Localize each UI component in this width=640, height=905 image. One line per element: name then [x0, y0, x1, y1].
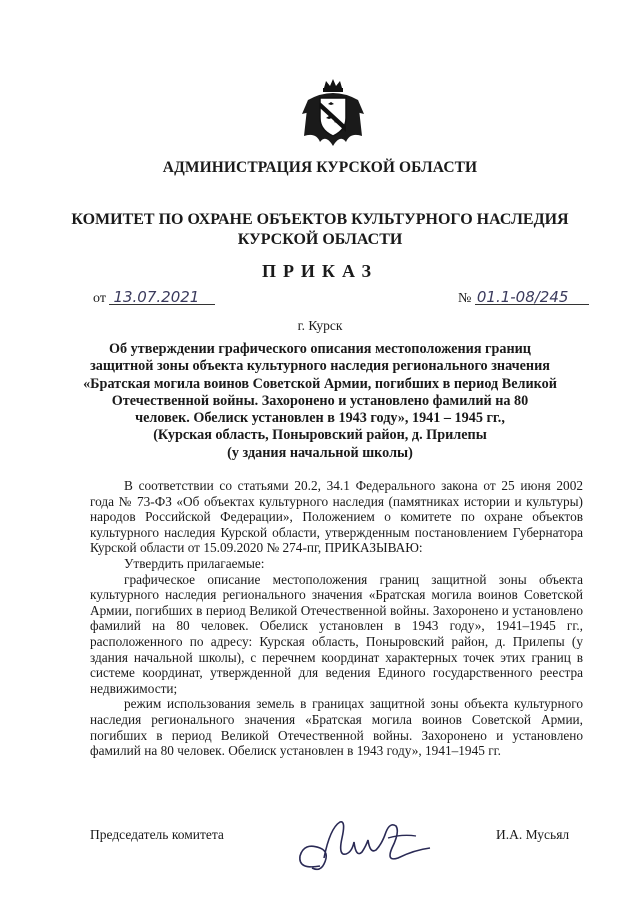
body-paragraph-land-use-regime: режим использования земель в границах защитной зоны объекта культурного наследия регионального значения «Братская могила воинов Советской Армии, погибших в период Великой Отечественной войны. Захоронено и установлено фамилий на 80 человек. Обелиск установлен в 1943 году», 1941–1945 гг. — [90, 696, 583, 759]
number-value: 01.1-08/245 — [476, 288, 569, 306]
subject-line: «Братская могила воинов Советской Армии, погибших в период Великой — [83, 375, 557, 392]
order-subject — [0, 341, 640, 462]
number-prefix: № — [458, 291, 472, 306]
signatory-name: И.А. Мусьял — [496, 827, 570, 842]
subject-line: человек. Обелиск установлен в 1943 году», 1941 – 1945 гг., — [135, 410, 505, 427]
city-label: г. Курск — [297, 318, 343, 333]
subject-line: (Курская область, Поныровский район, д. Прилепы — [153, 427, 487, 444]
subject-line: Отечественной войны. Захоронено и установлено фамилий на 80 — [111, 392, 529, 409]
body-paragraph-preamble: В соответствии со статьями 20.2, 34.1 Федерального закона от 25 июня 2002 года № 73-ФЗ «Об объектах культурного наследия (памятниках истории и культуры) народов Российской Федерации», Положением о комитете по охране объектов культурного наследия Курской области, утвержденным постановлением Губернатора Курской области от 15.09.2020 № 274-пг, ПРИКАЗЫВАЮ: — [90, 478, 583, 556]
committee-line-2: КУРСКОЙ ОБЛАСТИ — [237, 231, 403, 248]
kursk-coat-of-arms-icon — [300, 78, 366, 148]
order-body — [90, 478, 583, 759]
order-date — [93, 288, 215, 307]
document-type-title: ПРИКАЗ — [261, 261, 379, 281]
handwritten-signature-icon — [290, 808, 440, 880]
administration-heading: АДМИНИСТРАЦИЯ КУРСКОЙ ОБЛАСТИ — [162, 159, 478, 176]
subject-line: Об утверждении графического описания местоположения границ — [108, 341, 531, 357]
order-number — [458, 288, 589, 307]
date-value: 13.07.2021 — [113, 288, 200, 306]
subject-line: (у здания начальной школы) — [227, 444, 413, 461]
committee-line-1: КОМИТЕТ ПО ОХРАНЕ ОБЪЕКТОВ КУЛЬТУРНОГО НАСЛЕДИЯ — [71, 211, 569, 228]
body-paragraph-approve: Утвердить прилагаемые: — [124, 555, 265, 571]
committee-heading — [0, 210, 640, 250]
date-prefix: от — [93, 291, 106, 306]
body-paragraph-graphic-description: графическое описание местоположения границ защитной зоны объекта культурного наследия регионального значения «Братская могила воинов Советской Армии, погибших в период Великой Отечественной войны. Захоронено и установлено фамилий на 80 человек. Обелиск установлен в 1943 году», 1941–1945 гг., расположенного по адресу: Курская область, Поныровский район, д. Прилепы (у здания начальной школы), с перечнем координат характерных точек этих границ в системе координат, утвержденной для ведения Единого государственного реестра недвижимости; — [90, 571, 583, 696]
subject-line: защитной зоны объекта культурного наследия регионального значения — [90, 358, 550, 375]
signatory-title: Председатель комитета — [90, 827, 224, 842]
